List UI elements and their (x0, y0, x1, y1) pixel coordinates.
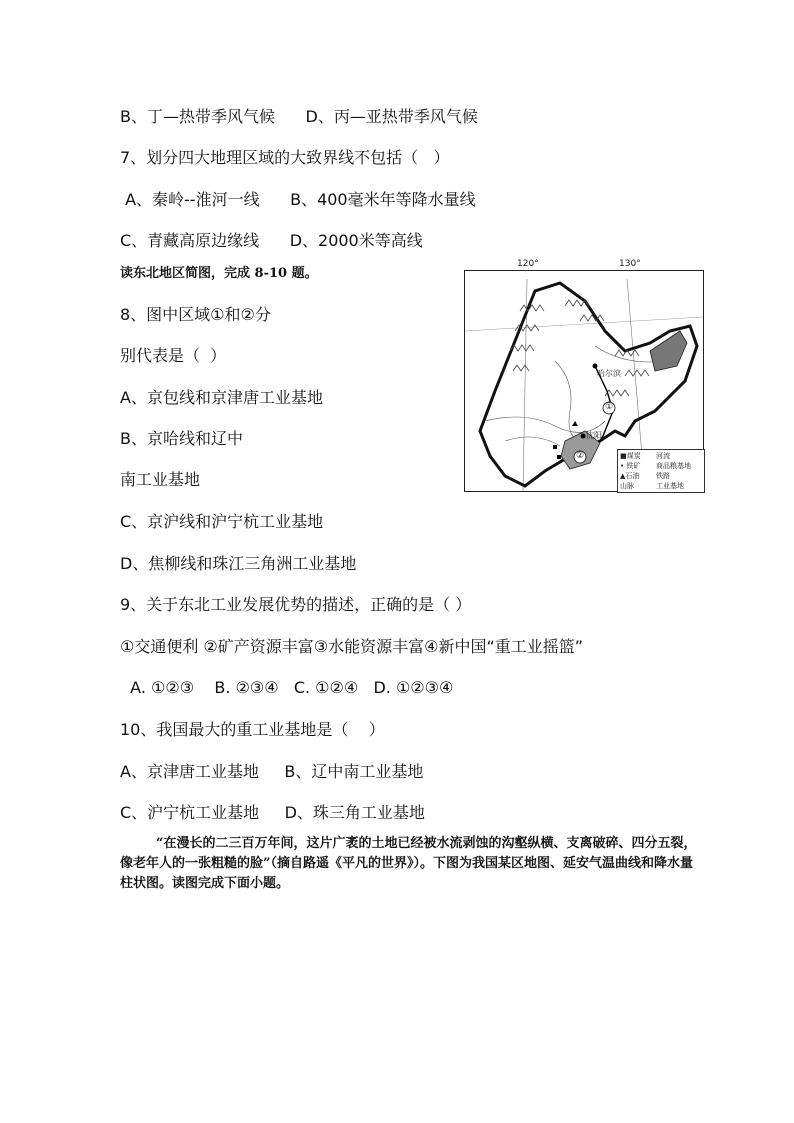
q9-stem: 9、关于东北工业发展优势的描述，正确的是（ ） (120, 595, 472, 614)
q10-stem: 10、我国最大的重工业基地是（ ） (120, 720, 385, 739)
passage: “在漫长的二三百万年间，这片广袤的土地已经被水流剥蚀的沟壑纵横、支离破碎、四分五裂，像老年人的一张粗糙的脸”（摘自路遥《平凡的世界》）。下图为我国某区地图、延安气温曲线和降水量柱状图。读图完成下面小题。 (120, 836, 697, 891)
q8-option-d: D、焦柳线和珠江三角洲工业基地 (120, 554, 357, 573)
legend-river: 河流 (656, 452, 670, 460)
harbin-label: 哈尔滨 (597, 369, 621, 378)
oil-symbol (572, 421, 578, 426)
northeast-map (464, 259, 704, 492)
q8-option-b-line1: B、京哈线和辽中 (120, 429, 243, 448)
q7-stem: 7、划分四大地理区域的大致界线不包括（ ） (120, 148, 450, 167)
mountain-ranges (510, 300, 649, 396)
marker-2-label: ② (576, 451, 585, 461)
map-intro: 读东北地区简图，完成 8-10 题。 (120, 266, 318, 281)
legend-grain: 商品粮基地 (656, 462, 691, 470)
q9-options: A. ①②③ B. ②③④ C. ①②④ D. ①②③④ (120, 678, 454, 697)
shenyang-label: 沈阳 (586, 431, 602, 440)
legend-mountain: 山脉 (620, 482, 634, 490)
q8-option-c: C、京沪线和沪宁杭工业基地 (120, 512, 324, 531)
shenyang-city-dot (581, 434, 586, 439)
legend-railway: 铁路 (656, 472, 670, 480)
q8-option-b-line2: 南工业基地 (120, 470, 201, 489)
legend-coal: ■煤炭 (620, 452, 641, 460)
q10-options-ab: A、京津唐工业基地 B、辽中南工业基地 (120, 762, 424, 781)
lon-130-label: 130° (619, 259, 641, 269)
legend-iron: • 铁矿 (620, 462, 641, 470)
marker-1-label: ① (605, 402, 614, 412)
q8-option-a: A、京包线和京津唐工业基地 (120, 388, 323, 407)
latitude-line (465, 317, 703, 331)
map-legend (617, 449, 705, 493)
q7-options-cd: C、青藏高原边缘线 D、2000米等高线 (120, 231, 423, 250)
coal-symbol (557, 455, 561, 459)
coal-symbol (553, 445, 557, 449)
lon-120-label: 120° (517, 259, 539, 269)
q6-options-bd: B、丁—热带季风气候 D、丙—亚热带季风气候 (120, 107, 478, 126)
q7-options-ab: A、秦岭--淮河一线 B、400毫米年等降水量线 (120, 190, 476, 209)
legend-oil: ▲石油 (620, 472, 640, 480)
q8-stem-line1: 8、图中区域①和②分 (120, 305, 271, 324)
rivers (485, 346, 665, 446)
q8-stem-line2: 别代表是（ ） (120, 346, 227, 365)
q9-items: ①交通便利 ②矿产资源丰富③水能资源丰富④新中国“重工业摇篮” (120, 637, 584, 656)
q10-options-cd: C、沪宁杭工业基地 D、珠三角工业基地 (120, 803, 425, 822)
legend-industry: 工业基地 (656, 482, 684, 490)
grain-base-area (650, 331, 687, 371)
